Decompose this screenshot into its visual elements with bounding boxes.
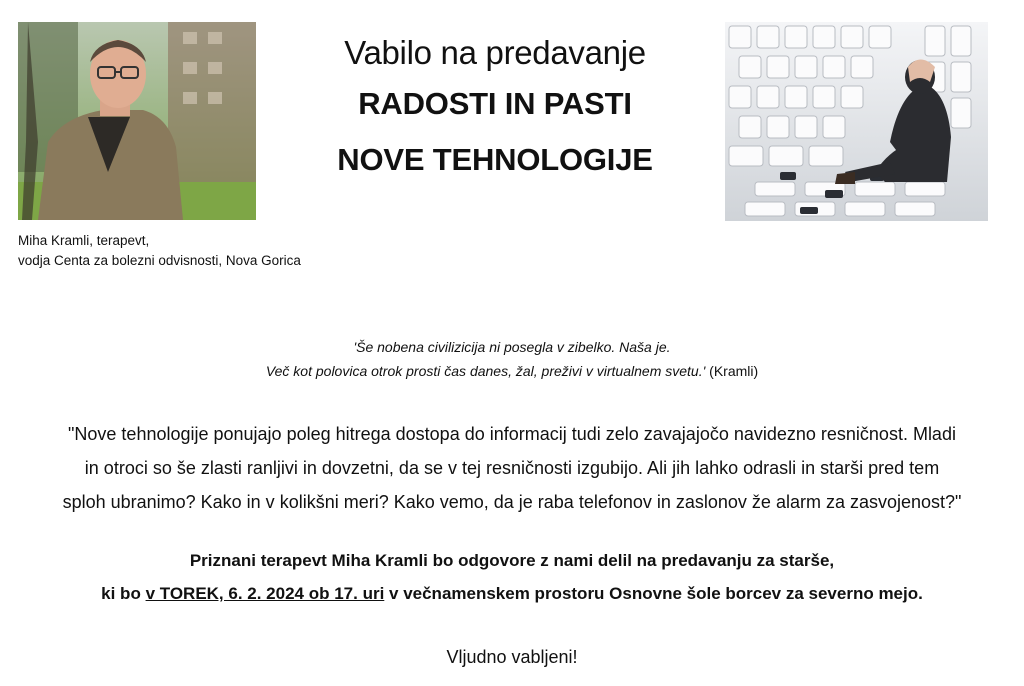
announcement-suffix: v večnamenskem prostoru Osnovne šole borcev za severno mejo. <box>384 584 923 603</box>
quote-line1: 'Še nobena civilizicija ni posegla v zibelko. Naša je. <box>353 339 671 355</box>
speaker-caption <box>18 231 301 271</box>
announcement-prefix: ki bo <box>101 584 146 603</box>
invitation-header <box>280 30 710 188</box>
quote-line2: Več kot polovica otrok prosti čas danes, žal, preživi v virtualnem svetu.' <box>265 363 706 379</box>
quote-block <box>0 335 1024 383</box>
event-announcement <box>0 544 1024 610</box>
lecture-title-line2: NOVE TEHNOLOGIJE <box>337 142 653 177</box>
keyboard-person-image <box>725 22 988 221</box>
speaker-portrait-image <box>18 22 256 220</box>
intro-paragraph <box>10 417 1014 519</box>
quote-line2-wrap <box>0 359 1024 383</box>
invitation-subtitle: Vabilo na predavanje <box>344 34 646 71</box>
speaker-name-line: Miha Kramli, terapevt, <box>18 233 150 248</box>
announcement-line1: Priznani terapevt Miha Kramli bo odgovore z nami delil na predavanju za starše, <box>189 551 835 570</box>
speaker-photo <box>18 22 256 220</box>
intro-line1: "Nove tehnologije ponujajo poleg hitrega dostopa do informacij tudi zelo zavajajočo navidezno resničnost. Mladi <box>68 424 956 444</box>
intro-line3: sploh ubranimo? Kako in v kolikšni meri? Kako vemo, da je raba telefonov in zaslonov že alarm za zasvojenost?" <box>62 492 962 512</box>
speaker-role-line: vodja Centa za bolezni odvisnosti, Nova Gorica <box>18 253 301 268</box>
intro-line2: in otroci so še zlasti ranljivi in dovzetni, da se v tej resničnosti izgubijo. Ali jih lahko odrasli in starši pred tem <box>84 458 940 478</box>
announcement-line2 <box>0 577 1024 610</box>
keyboard-illustration <box>725 22 988 221</box>
quote-attribution: (Kramli) <box>709 363 759 379</box>
event-date-time: v TOREK, 6. 2. 2024 ob 17. uri <box>145 584 385 603</box>
lecture-title-line1: RADOSTI IN PASTI <box>358 86 632 121</box>
closing-greeting: Vljudno vabljeni! <box>446 647 578 667</box>
